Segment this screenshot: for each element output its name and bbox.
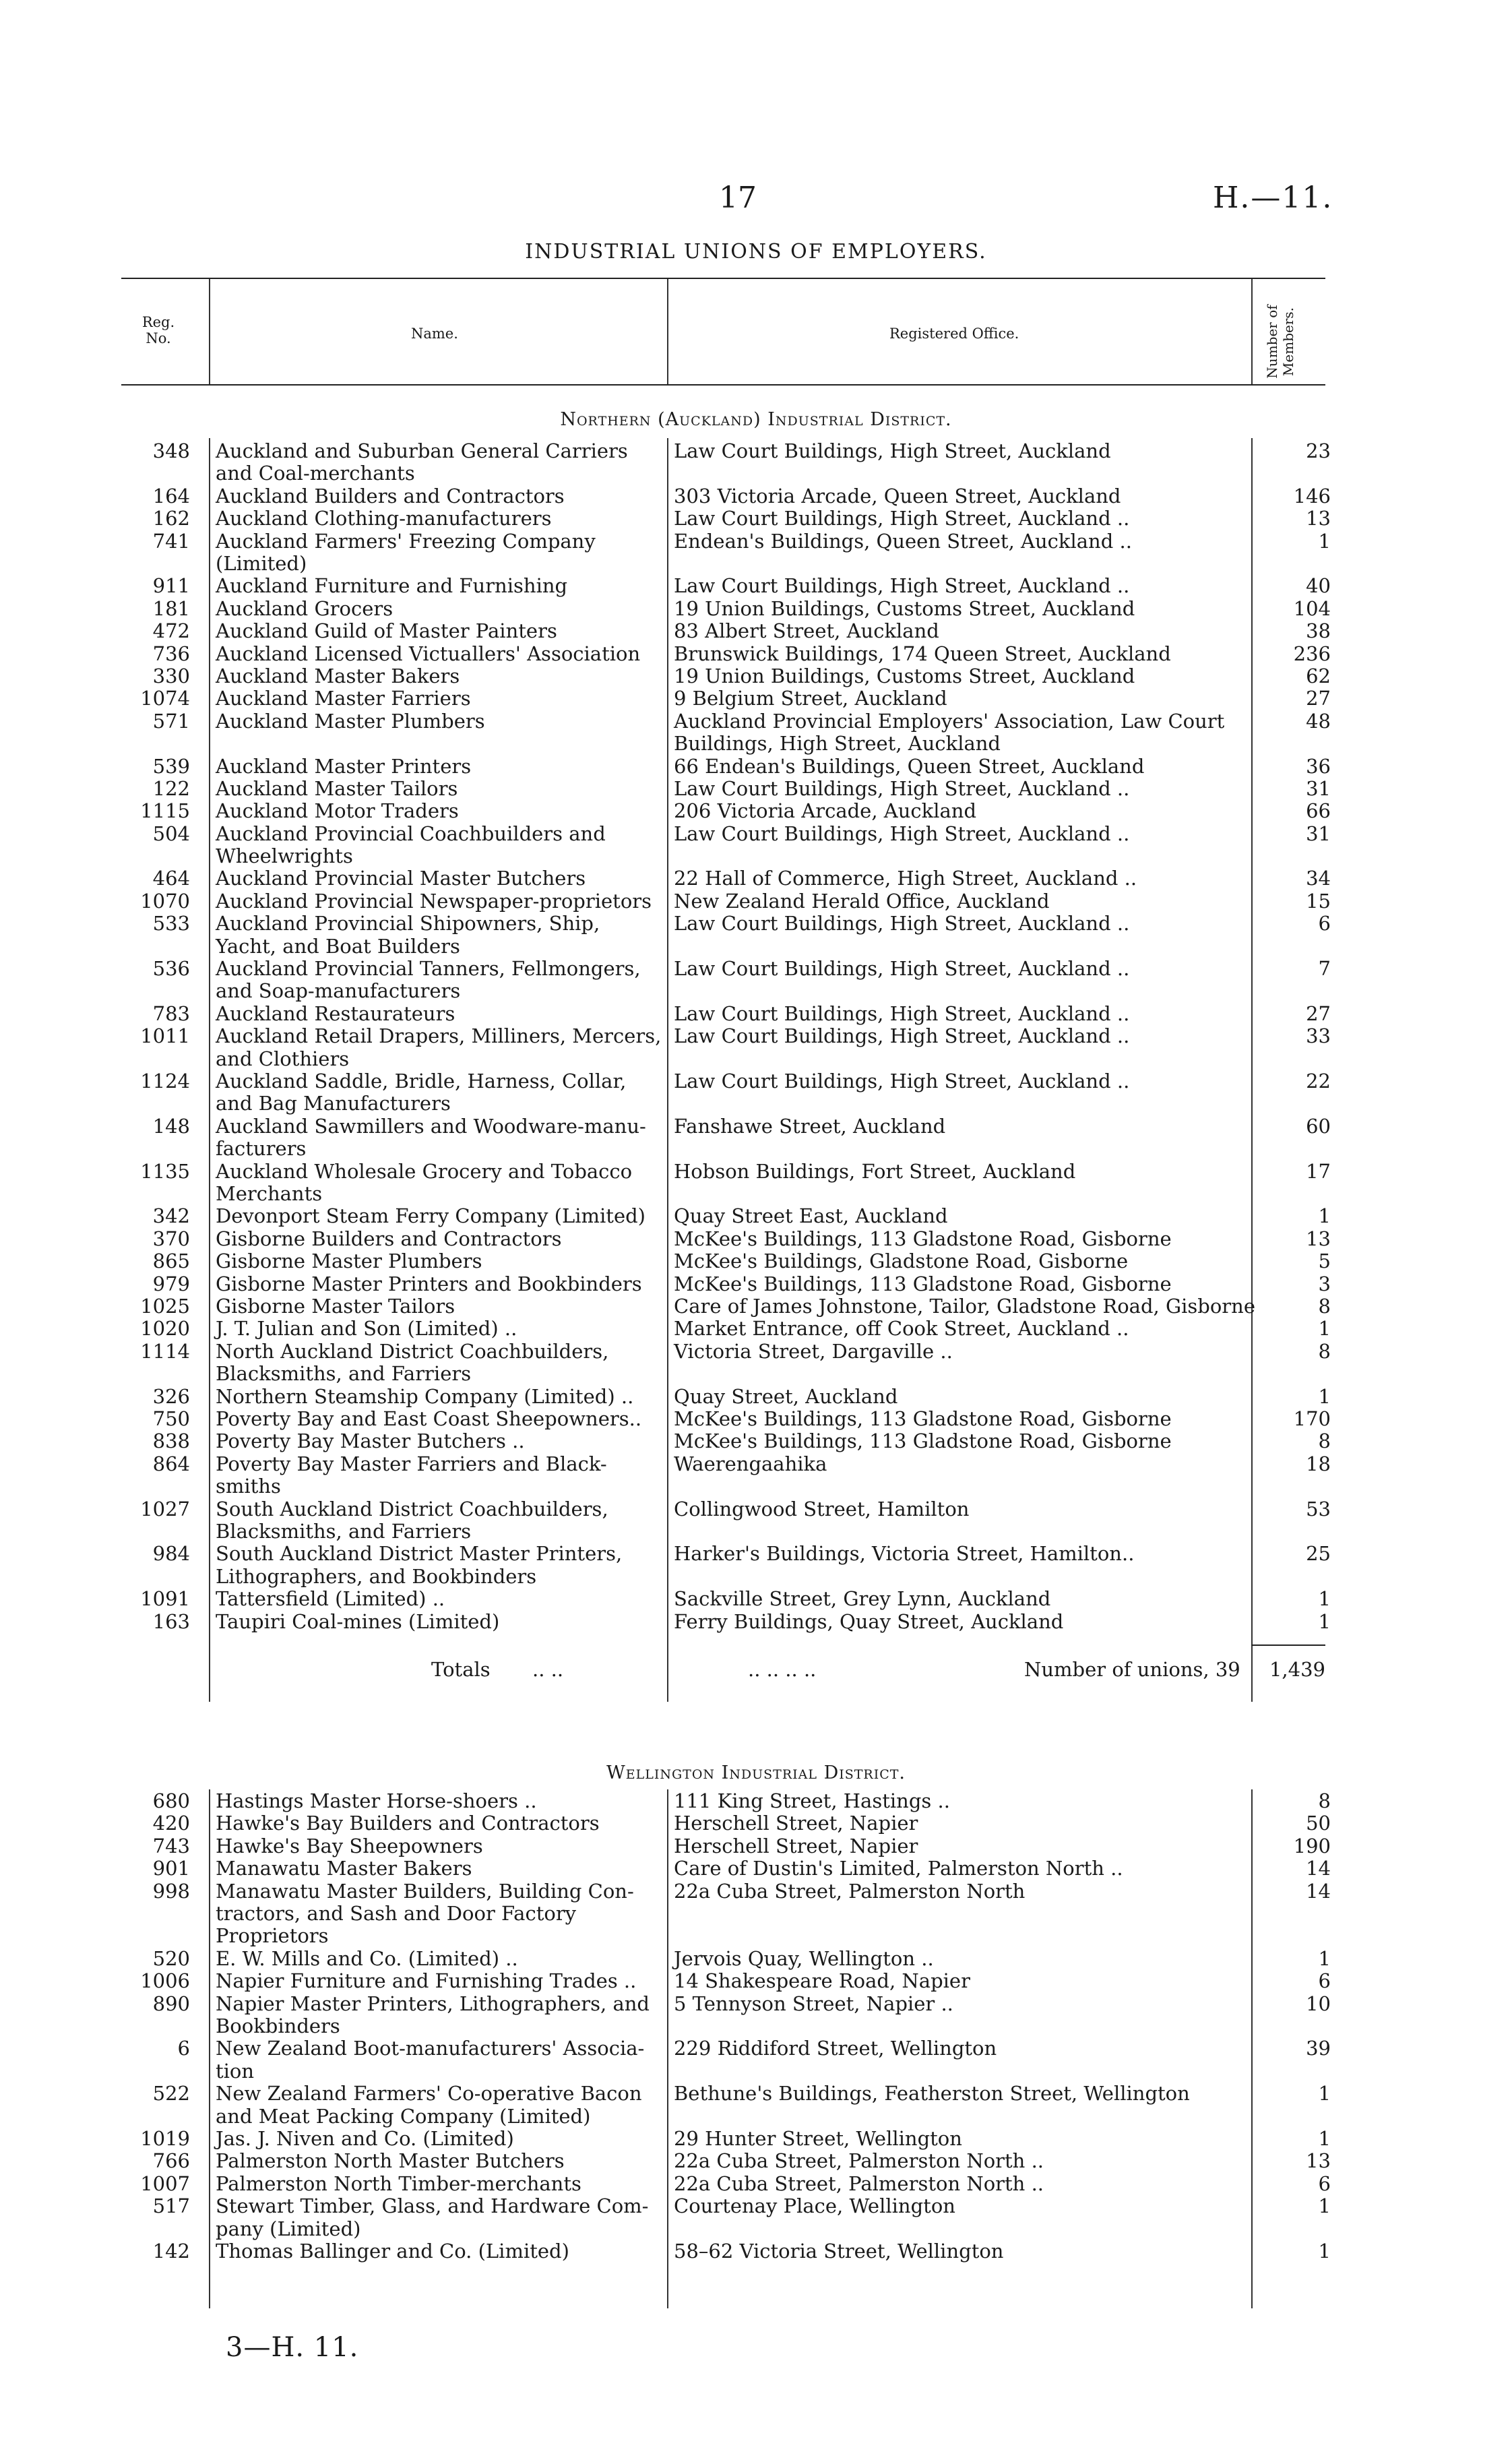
registered-office: Collingwood Street, Hamilton [674, 1497, 970, 1520]
page-footer: 3—H. 11. [226, 2332, 359, 2363]
registered-office: 22a Cuba Street, Palmerston North .. [674, 2172, 1044, 2195]
registered-office: 22a Cuba Street, Palmerston North [674, 1879, 1026, 1903]
registered-office: 206 Victoria Arcade, Auckland [674, 799, 977, 823]
table-row [121, 575, 1334, 597]
reg-no: 680 [152, 1789, 190, 1812]
union-name: Stewart Timber, Glass, and Hardware Com- pany (Limited) [216, 2194, 649, 2240]
union-name: Poverty Bay Master Butchers .. [216, 1429, 525, 1453]
reg-no: 750 [152, 1407, 190, 1430]
union-name: Auckland Wholesale Grocery and Tobacco Merchants [216, 1159, 633, 1206]
table-row [121, 620, 1334, 642]
district-heading-northern: Northern (Auckland) Industrial District. [560, 409, 952, 430]
members-count: 3 [1318, 1272, 1331, 1295]
registered-office: McKee's Buildings, 113 Gladstone Road, Gisborne [674, 1429, 1172, 1453]
union-name: Auckland Clothing-manufacturers [216, 507, 552, 530]
table-row [121, 485, 1334, 508]
reg-no: 984 [152, 1542, 190, 1566]
members-count: 14 [1306, 1879, 1331, 1903]
reg-no: 533 [152, 912, 190, 935]
registered-office: 9 Belgium Street, Auckland [674, 687, 947, 710]
totals-unions: Number of unions, 39 [1024, 1658, 1240, 1681]
table-row [121, 1341, 1334, 1386]
table-row [121, 1386, 1334, 1408]
wellington-rows [121, 1790, 1334, 2263]
reg-no: 743 [152, 1834, 190, 1857]
members-count: 1 [1318, 1609, 1331, 1633]
members-count: 7 [1318, 957, 1331, 981]
union-name: Auckland Master Bakers [216, 664, 460, 687]
reg-no: 1070 [140, 889, 190, 913]
table-row [121, 1250, 1334, 1272]
header-members: Number of Members. [1264, 305, 1296, 379]
reg-no: 766 [152, 2149, 190, 2173]
registered-office: 5 Tennyson Street, Napier .. [674, 1992, 953, 2015]
registered-office: Fanshawe Street, Auckland [674, 1114, 946, 1138]
table-row [121, 1408, 1334, 1430]
header-registered-office: Registered Office. [889, 326, 1019, 342]
members-count: 104 [1293, 596, 1331, 620]
union-name: Tattersfield (Limited) .. [216, 1587, 445, 1611]
table-row [121, 1228, 1334, 1250]
table-row [121, 1812, 1334, 1835]
registered-office: Law Court Buildings, High Street, Auckland .. [674, 1070, 1130, 1093]
registered-office: Waerengaahika [674, 1452, 827, 1475]
union-name: Auckland Licensed Victuallers' Association [216, 642, 641, 665]
registered-office: Courtenay Place, Wellington [674, 2194, 955, 2218]
members-count: 31 [1306, 776, 1331, 800]
members-count: 190 [1293, 1834, 1331, 1857]
registered-office: New Zealand Herald Office, Auckland [674, 889, 1050, 913]
reg-no: 736 [152, 642, 190, 665]
reg-no: 1025 [140, 1295, 190, 1318]
members-count: 13 [1306, 507, 1331, 530]
members-count: 6 [1318, 912, 1331, 935]
members-count: 1 [1318, 1946, 1331, 1970]
union-name: Manawatu Master Bakers [216, 1857, 472, 1880]
reg-no: 864 [152, 1452, 190, 1475]
registered-office: 22a Cuba Street, Palmerston North .. [674, 2149, 1044, 2173]
table-row [121, 687, 1334, 710]
reg-no: 163 [152, 1609, 190, 1633]
union-name: J. T. Julian and Son (Limited) .. [216, 1317, 517, 1341]
registered-office: Law Court Buildings, High Street, Auckland .. [674, 507, 1130, 530]
members-count: 13 [1306, 1227, 1331, 1250]
table-row [121, 1318, 1334, 1340]
table-row [121, 2195, 1334, 2240]
union-name: Jas. J. Niven and Co. (Limited) [216, 2126, 514, 2150]
table-row [121, 1025, 1334, 1070]
reg-no: 342 [152, 1204, 190, 1228]
table-row [121, 530, 1334, 576]
union-name: Hawke's Bay Sheepowners [216, 1834, 483, 1857]
union-name: Auckland Provincial Master Butchers [216, 867, 586, 890]
union-name: Palmerston North Timber-merchants [216, 2172, 581, 2195]
union-name: Auckland Grocers [216, 596, 393, 620]
union-name: Auckland Retail Drapers, Milliners, Mercers, and Clothiers [216, 1024, 662, 1070]
totals-label-dots: .. .. [532, 1658, 564, 1681]
table-row [121, 1003, 1334, 1025]
members-count: 236 [1293, 642, 1331, 665]
header-divider-3 [1251, 279, 1253, 384]
union-name: New Zealand Boot-manufacturers' Associa- tion [216, 2037, 645, 2083]
members-count: 39 [1306, 2037, 1331, 2060]
union-name: Palmerston North Master Butchers [216, 2149, 565, 2173]
registered-office: 22 Hall of Commerce, High Street, Auckland .. [674, 867, 1137, 890]
header-divider-2 [667, 279, 668, 384]
registered-office: Law Court Buildings, High Street, Auckland [674, 439, 1111, 462]
registered-office: 19 Union Buildings, Customs Street, Auckland [674, 664, 1135, 687]
members-count: 6 [1318, 2172, 1331, 2195]
registered-office: McKee's Buildings, Gladstone Road, Gisborne [674, 1250, 1129, 1273]
reg-no: 1091 [140, 1587, 190, 1611]
union-name: E. W. Mills and Co. (Limited) .. [216, 1946, 518, 1970]
reg-no: 472 [152, 619, 190, 643]
members-count: 10 [1306, 1992, 1331, 2015]
union-name: Napier Master Printers, Lithographers, and Bookbinders [216, 1992, 650, 2037]
page-title: INDUSTRIAL UNIONS OF EMPLOYERS. [525, 240, 987, 264]
table-row [121, 1161, 1334, 1206]
reg-no: 1027 [140, 1497, 190, 1520]
members-count: 146 [1293, 484, 1331, 508]
reg-no: 1135 [140, 1159, 190, 1183]
members-count: 14 [1306, 1857, 1331, 1880]
union-name: Auckland Master Plumbers [216, 709, 485, 733]
members-count: 25 [1306, 1542, 1331, 1566]
union-name: Auckland and Suburban General Carriers and Coal-merchants [216, 439, 628, 485]
members-count: 1 [1318, 1587, 1331, 1611]
members-count: 6 [1318, 1969, 1331, 1993]
table-row [121, 440, 1334, 485]
members-count: 8 [1318, 1339, 1331, 1363]
registered-office: Law Court Buildings, High Street, Auckland .. [674, 574, 1130, 598]
registered-office: Quay Street, Auckland [674, 1384, 898, 1408]
header-reg-no: Reg. No. [141, 314, 175, 346]
table-row [121, 2037, 1334, 2083]
registered-office: 229 Riddiford Street, Wellington [674, 2037, 997, 2060]
union-name: Auckland Restaurateurs [216, 1002, 455, 1025]
reg-no: 1019 [140, 2126, 190, 2150]
members-count: 23 [1306, 439, 1331, 462]
registered-office: Jervois Quay, Wellington .. [674, 1946, 934, 1970]
union-name: Northern Steamship Company (Limited) .. [216, 1384, 634, 1408]
members-count: 17 [1306, 1159, 1331, 1183]
reg-no: 865 [152, 1250, 190, 1273]
table-row [121, 1948, 1334, 1970]
reg-no: 520 [152, 1946, 190, 1970]
union-name: Manawatu Master Builders, Building Con- tractors, and Sash and Door Factory Proprietors [216, 1879, 634, 1948]
union-name: South Auckland District Coachbuilders, Blacksmiths, and Farriers [216, 1497, 608, 1543]
registered-office: Victoria Street, Dargaville .. [674, 1339, 953, 1363]
table-row [121, 890, 1334, 913]
members-count: 1 [1318, 529, 1331, 553]
union-name: Devonport Steam Ferry Company (Limited) [216, 1204, 645, 1228]
members-count: 15 [1306, 889, 1331, 913]
reg-no: 348 [152, 439, 190, 462]
union-name: Hastings Master Horse-shoers .. [216, 1789, 537, 1812]
reg-no: 148 [152, 1114, 190, 1138]
union-name: Auckland Farmers' Freezing Company (Limited) [216, 529, 596, 575]
table-row [121, 1993, 1334, 2038]
members-count: 62 [1306, 664, 1331, 687]
table-row [121, 1543, 1334, 1588]
registered-office: Law Court Buildings, High Street, Auckland .. [674, 776, 1130, 800]
table-row [121, 1453, 1334, 1498]
registered-office: Care of James Johnstone, Tailor, Gladstone Road, Gisborne [674, 1295, 1256, 1318]
reg-no: 122 [152, 776, 190, 800]
table-row [121, 958, 1334, 1003]
table-row [121, 2173, 1334, 2195]
table-row [121, 913, 1334, 958]
reg-no: 142 [152, 2239, 190, 2263]
registered-office: Market Entrance, off Cook Street, Auckland .. [674, 1317, 1129, 1341]
header-divider-1 [209, 279, 210, 384]
table-row [121, 1790, 1334, 1812]
registered-office: 19 Union Buildings, Customs Street, Auckland [674, 596, 1135, 620]
totals-dots: .. .. .. .. [748, 1658, 817, 1681]
reg-no: 536 [152, 957, 190, 981]
page-reference: H.—11. [1213, 181, 1333, 215]
table-row [121, 1611, 1334, 1633]
union-name: Auckland Provincial Newspaper-proprietors [216, 889, 652, 913]
reg-no: 181 [152, 596, 190, 620]
union-name: Auckland Sawmillers and Woodware-manu- facturers [216, 1114, 646, 1161]
members-count: 1 [1318, 1317, 1331, 1341]
members-count: 40 [1306, 574, 1331, 598]
registered-office: 14 Shakespeare Road, Napier [674, 1969, 970, 1993]
table-row [121, 710, 1334, 756]
header-bottom-rule [121, 384, 1325, 386]
table-row [121, 1970, 1334, 1992]
members-count: 48 [1306, 709, 1331, 733]
table-row [121, 665, 1334, 687]
members-count: 31 [1306, 822, 1331, 845]
members-count: 22 [1306, 1070, 1331, 1093]
reg-no: 979 [152, 1272, 190, 1295]
reg-no: 517 [152, 2194, 190, 2218]
union-name: Auckland Master Tailors [216, 776, 458, 800]
union-name: Thomas Ballinger and Co. (Limited) [216, 2239, 569, 2263]
reg-no: 890 [152, 1992, 190, 2015]
registered-office: McKee's Buildings, 113 Gladstone Road, Gisborne [674, 1272, 1172, 1295]
reg-no: 504 [152, 822, 190, 845]
table-row [121, 643, 1334, 665]
registered-office: Brunswick Buildings, 174 Queen Street, Auckland [674, 642, 1171, 665]
members-count: 1 [1318, 2126, 1331, 2150]
registered-office: Law Court Buildings, High Street, Auckland .. [674, 822, 1130, 845]
table-row [121, 598, 1334, 620]
registered-office: Care of Dustin's Limited, Palmerston North .. [674, 1857, 1123, 1880]
table-row [121, 2083, 1334, 2128]
members-count: 1 [1318, 2194, 1331, 2218]
members-count: 53 [1306, 1497, 1331, 1520]
totals-rule [1251, 1644, 1325, 1646]
members-count: 38 [1306, 619, 1331, 643]
registered-office: Law Court Buildings, High Street, Auckland .. [674, 912, 1130, 935]
reg-no: 783 [152, 1002, 190, 1025]
members-count: 34 [1306, 867, 1331, 890]
reg-no: 1124 [140, 1070, 190, 1093]
registered-office: Herschell Street, Napier [674, 1834, 918, 1857]
table-row [121, 1070, 1334, 1115]
members-count: 36 [1306, 754, 1331, 778]
reg-no: 164 [152, 484, 190, 508]
table-row [121, 2128, 1334, 2150]
reg-no: 420 [152, 1812, 190, 1835]
members-count: 33 [1306, 1024, 1331, 1048]
registered-office: 303 Victoria Arcade, Queen Street, Auckland [674, 484, 1121, 508]
union-name: Gisborne Master Tailors [216, 1295, 455, 1318]
union-name: Poverty Bay Master Farriers and Black- smiths [216, 1452, 607, 1498]
union-name: Auckland Motor Traders [216, 799, 459, 823]
registered-office: 83 Albert Street, Auckland [674, 619, 939, 643]
reg-no: 1020 [140, 1317, 190, 1341]
members-count: 8 [1318, 1789, 1331, 1812]
reg-no: 741 [152, 529, 190, 553]
reg-no: 911 [152, 574, 190, 598]
registered-office: Law Court Buildings, High Street, Auckland .. [674, 1024, 1130, 1048]
registered-office: Hobson Buildings, Fort Street, Auckland [674, 1159, 1076, 1183]
reg-no: 838 [152, 1429, 190, 1453]
table-row [121, 823, 1334, 868]
members-count: 170 [1293, 1407, 1331, 1430]
table-row [121, 1880, 1334, 1948]
members-count: 50 [1306, 1812, 1331, 1835]
registered-office: 58–62 Victoria Street, Wellington [674, 2239, 1004, 2263]
reg-no: 326 [152, 1384, 190, 1408]
reg-no: 1006 [140, 1969, 190, 1993]
registered-office: Law Court Buildings, High Street, Auckland .. [674, 1002, 1130, 1025]
table-row [121, 756, 1334, 778]
table-row [121, 1835, 1334, 1857]
union-name: Gisborne Master Printers and Bookbinders [216, 1272, 642, 1295]
members-count: 5 [1318, 1250, 1331, 1273]
members-count: 66 [1306, 799, 1331, 823]
registered-office: McKee's Buildings, 113 Gladstone Road, Gisborne [674, 1407, 1172, 1430]
registered-office: Auckland Provincial Employers' Association, Law Court Buildings, High Street, Auckland [674, 709, 1225, 756]
union-name: Auckland Provincial Coachbuilders and Wheelwrights [216, 822, 606, 868]
registered-office: Law Court Buildings, High Street, Auckland .. [674, 957, 1130, 981]
registered-office: 29 Hunter Street, Wellington [674, 2126, 962, 2150]
union-name: Auckland Master Printers [216, 754, 472, 778]
union-name: Auckland Saddle, Bridle, Harness, Collar, and Bag Manufacturers [216, 1070, 627, 1115]
table-row [121, 778, 1334, 800]
reg-no: 1007 [140, 2172, 190, 2195]
registered-office: Harker's Buildings, Victoria Street, Hamilton.. [674, 1542, 1135, 1566]
reg-no: 1115 [140, 799, 190, 823]
members-count: 18 [1306, 1452, 1331, 1475]
members-count: 8 [1318, 1295, 1331, 1318]
table-row [121, 2240, 1334, 2263]
registered-office: McKee's Buildings, 113 Gladstone Road, Gisborne [674, 1227, 1172, 1250]
reg-no: 330 [152, 664, 190, 687]
union-name: Auckland Furniture and Furnishing [216, 574, 568, 598]
members-count: 27 [1306, 1002, 1331, 1025]
reg-no: 1114 [140, 1339, 190, 1363]
union-name: Napier Furniture and Furnishing Trades .. [216, 1969, 637, 1993]
members-count: 60 [1306, 1114, 1331, 1138]
members-count: 13 [1306, 2149, 1331, 2173]
table-row [121, 1430, 1334, 1452]
reg-no: 464 [152, 867, 190, 890]
registered-office: 66 Endean's Buildings, Queen Street, Auckland [674, 754, 1145, 778]
reg-no: 901 [152, 1857, 190, 1880]
reg-no: 539 [152, 754, 190, 778]
union-name: Gisborne Master Plumbers [216, 1250, 482, 1273]
table-row [121, 1273, 1334, 1295]
registered-office: Sackville Street, Grey Lynn, Auckland [674, 1587, 1051, 1611]
union-name: Hawke's Bay Builders and Contractors [216, 1812, 600, 1835]
district-heading-wellington: Wellington Industrial District. [606, 1762, 906, 1783]
table-row [121, 1115, 1334, 1161]
reg-no: 6 [177, 2037, 190, 2060]
table-row [121, 1857, 1334, 1880]
northern-rows [121, 440, 1334, 1633]
union-name: Auckland Provincial Tanners, Fellmongers, and Soap-manufacturers [216, 957, 641, 1003]
reg-no: 370 [152, 1227, 190, 1250]
reg-no: 1011 [140, 1024, 190, 1048]
table-row [121, 1295, 1334, 1318]
totals-label: Totals [431, 1658, 491, 1681]
union-name: Auckland Guild of Master Painters [216, 619, 557, 643]
reg-no: 571 [152, 709, 190, 733]
union-name: Gisborne Builders and Contractors [216, 1227, 562, 1250]
members-count: 27 [1306, 687, 1331, 710]
members-count: 1 [1318, 1204, 1331, 1228]
union-name: South Auckland District Master Printers, Lithographers, and Bookbinders [216, 1542, 623, 1588]
header-name: Name. [411, 326, 458, 342]
reg-no: 162 [152, 507, 190, 530]
registered-office: Herschell Street, Napier [674, 1812, 918, 1835]
reg-no: 522 [152, 2082, 190, 2105]
reg-no: 1074 [140, 687, 190, 710]
table-row [121, 1498, 1334, 1543]
union-name: Poverty Bay and East Coast Sheepowners.. [216, 1407, 642, 1430]
table-row [121, 2150, 1334, 2172]
union-name: Auckland Master Farriers [216, 687, 471, 710]
totals-members: 1,439 [1269, 1658, 1325, 1681]
registered-office: Quay Street East, Auckland [674, 1204, 948, 1228]
union-name: New Zealand Farmers' Co-operative Bacon and Meat Packing Company (Limited) [216, 2082, 642, 2128]
table-row [121, 1588, 1334, 1610]
registered-office: Bethune's Buildings, Featherston Street, Wellington [674, 2082, 1190, 2105]
union-name: North Auckland District Coachbuilders, Blacksmiths, and Farriers [216, 1339, 609, 1386]
members-count: 1 [1318, 2239, 1331, 2263]
table-row [121, 867, 1334, 890]
members-count: 8 [1318, 1429, 1331, 1453]
reg-no: 998 [152, 1879, 190, 1903]
union-name: Auckland Provincial Shipowners, Ship, Yacht, and Boat Builders [216, 912, 600, 958]
members-count: 1 [1318, 1384, 1331, 1408]
header-top-rule [121, 278, 1325, 279]
union-name: Auckland Builders and Contractors [216, 484, 565, 508]
members-count: 1 [1318, 2082, 1331, 2105]
page-number: 17 [719, 181, 757, 215]
table-row [121, 508, 1334, 530]
registered-office: 111 King Street, Hastings .. [674, 1789, 950, 1812]
table-row [121, 800, 1334, 822]
registered-office: Endean's Buildings, Queen Street, Auckland .. [674, 529, 1132, 553]
union-name: Taupiri Coal-mines (Limited) [216, 1609, 500, 1633]
registered-office: Ferry Buildings, Quay Street, Auckland [674, 1609, 1064, 1633]
table-row [121, 1205, 1334, 1227]
